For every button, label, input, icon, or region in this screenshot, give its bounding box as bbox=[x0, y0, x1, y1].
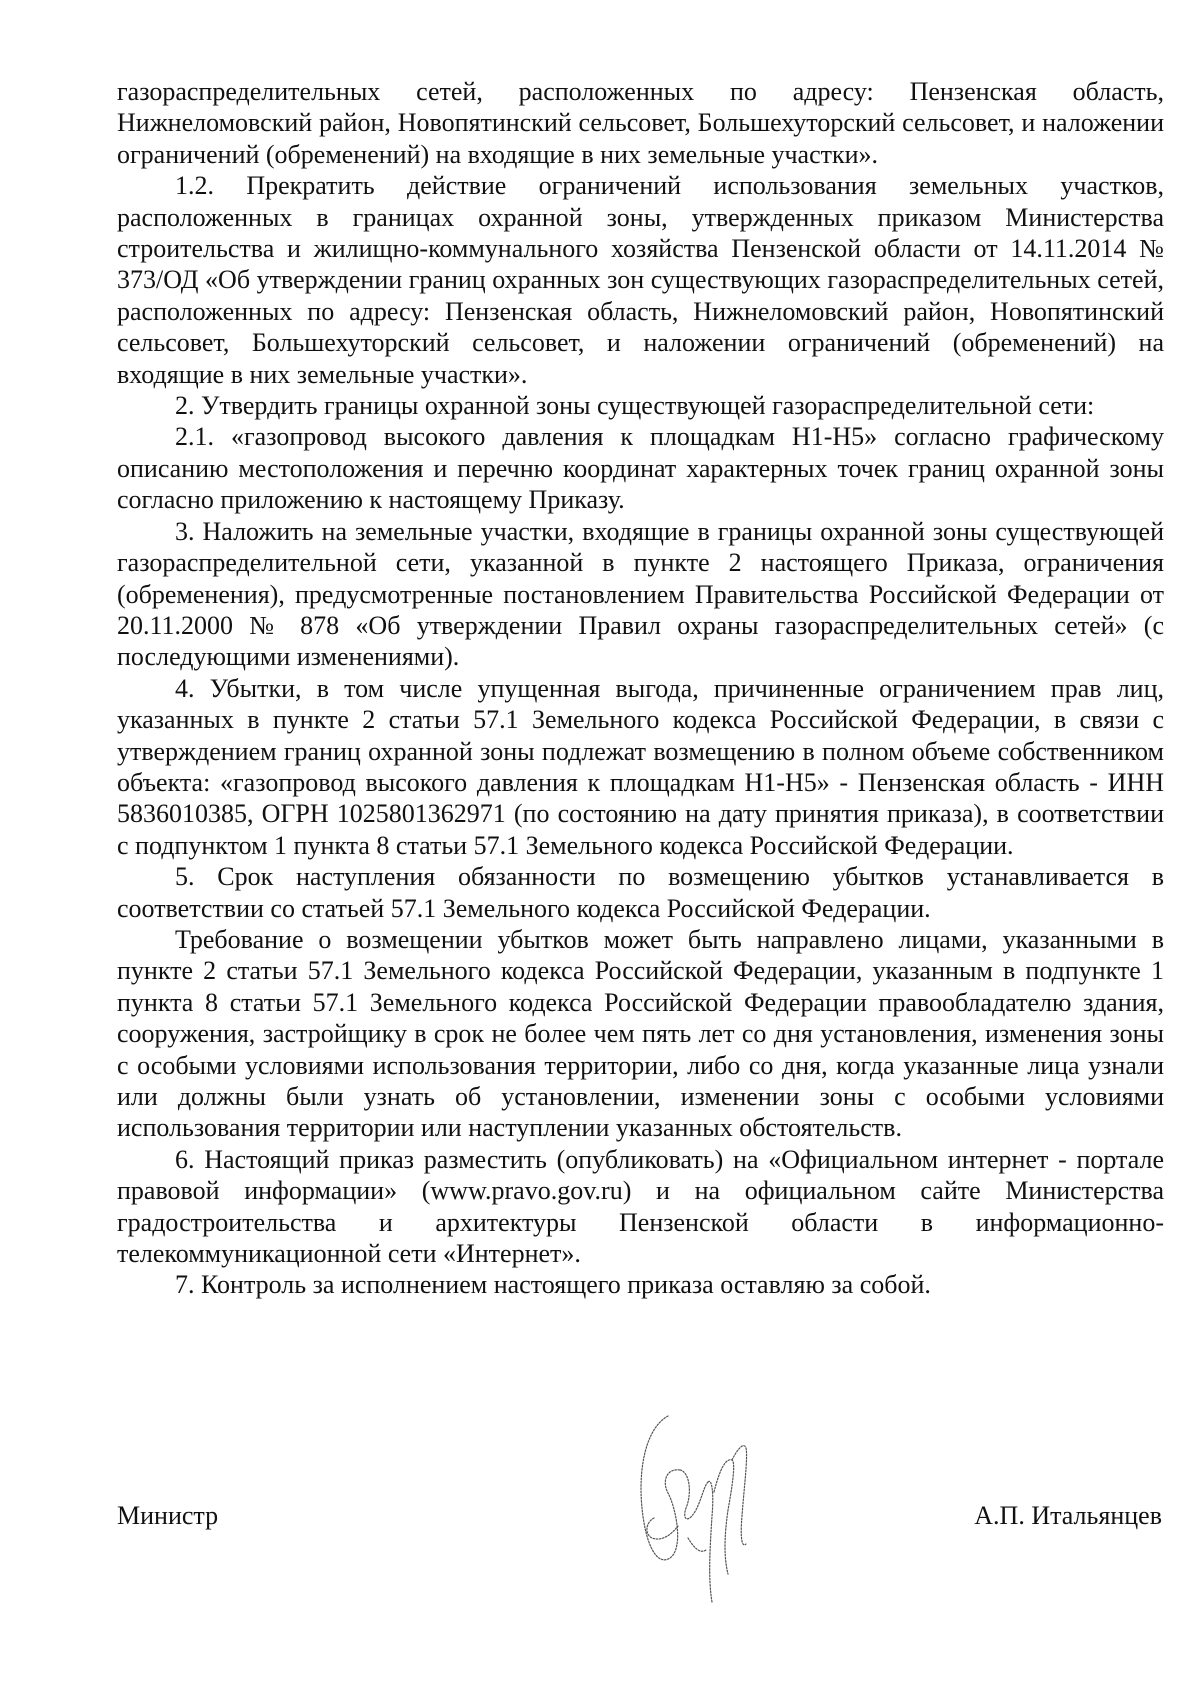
paragraph-2-1: 2.1. «газопровод высокого давления к площадкам Н1-Н5» согласно графическому описанию местоположения и перечню координат характерных точек границ охранной зоны согласно приложению к настоящему Приказу. bbox=[117, 422, 1164, 515]
paragraph-5: 5. Срок наступления обязанности по возмещению убытков устанавливается в соответствии со статьей 57.1 Земельного кодекса Российской Федерации. bbox=[117, 862, 1164, 923]
paragraph-3: 3. Наложить на земельные участки, входящие в границы охранной зоны существующей газораспределительной сети, указанной в пункте 2 настоящего Приказа, ограничения (обременения), предусмотренные постановлением Правительства Российской Федерации от 20.11.2000 № 878 «Об утверждении Правил охраны газораспределительных сетей» (с последующими изменениями). bbox=[117, 516, 1164, 672]
signatory-name: А.П. Итальянцев bbox=[974, 1501, 1162, 1530]
paragraph-4: 4. Убытки, в том числе упущенная выгода, причиненные ограничением прав лиц, указанных в пункте 2 статьи 57.1 Земельного кодекса Российской Федерации, в связи с утверждением границ охранной зоны подлежат возмещению в полном объеме собственником объекта: «газопровод высокого давления к площадкам Н1-Н5» - Пензенская область - ИНН 5836010385, ОГРН 1025801362971 (по состоянию на дату принятия приказа), в соответствии с подпунктом 1 пункта 8 статьи 57.1 Земельного кодекса Российской Федерации. bbox=[117, 673, 1164, 860]
signatory-title: Министр bbox=[117, 1501, 219, 1530]
handwritten-signature bbox=[628, 1398, 778, 1618]
paragraph-1-2: 1.2. Прекратить действие ограничений использования земельных участков, расположенных в границах охранной зоны, утвержденных приказом Министерства строительства и жилищно-коммунального хозяйства Пензенской области от 14.11.2014 № 373/ОД «Об утверждении границ охранных зон существующих газораспределительных сетей, расположенных по адресу: Пензенская область, Нижнеломовский район, Новопятинский сельсовет, Большехуторский сельсовет, и наложении ограничений (обременений) на входящие в них земельные участки». bbox=[117, 171, 1164, 389]
document-body bbox=[117, 76, 1164, 1301]
paragraph-claim-requirement: Требование о возмещении убытков может быть направлено лицами, указанными в пункте 2 статьи 57.1 Земельного кодекса Российской Федерации, указанным в подпункте 1 пункта 8 статьи 57.1 Земельного кодекса Российской Федерации правообладателю здания, сооружения, застройщику в срок не более чем пять лет со дня установления, изменения зоны с особыми условиями использования территории, либо со дня, когда указанные лица узнали или должны были узнать об установлении, изменении зоны с особыми условиями использования территории или наступлении указанных обстоятельств. bbox=[117, 924, 1164, 1143]
paragraph-continuation: газораспределительных сетей, расположенных по адресу: Пензенская область, Нижнеломовский район, Новопятинский сельсовет, Большехуторский сельсовет, и наложении ограничений (обременений) на входящие в них земельные участки». bbox=[117, 77, 1164, 169]
paragraph-7: 7. Контроль за исполнением настоящего приказа оставляю за собой. bbox=[175, 1270, 931, 1300]
paragraph-2: 2. Утвердить границы охранной зоны существующей газораспределительной сети: bbox=[175, 391, 1095, 421]
paragraph-6: 6. Настоящий приказ разместить (опубликовать) на «Официальном интернет - портале правовой информации» (www.pravo.gov.ru) и на официальном сайте Министерства градостроительства и архитектуры Пензенской области в информационно-телекоммуникационной сети «Интернет». bbox=[117, 1144, 1164, 1269]
